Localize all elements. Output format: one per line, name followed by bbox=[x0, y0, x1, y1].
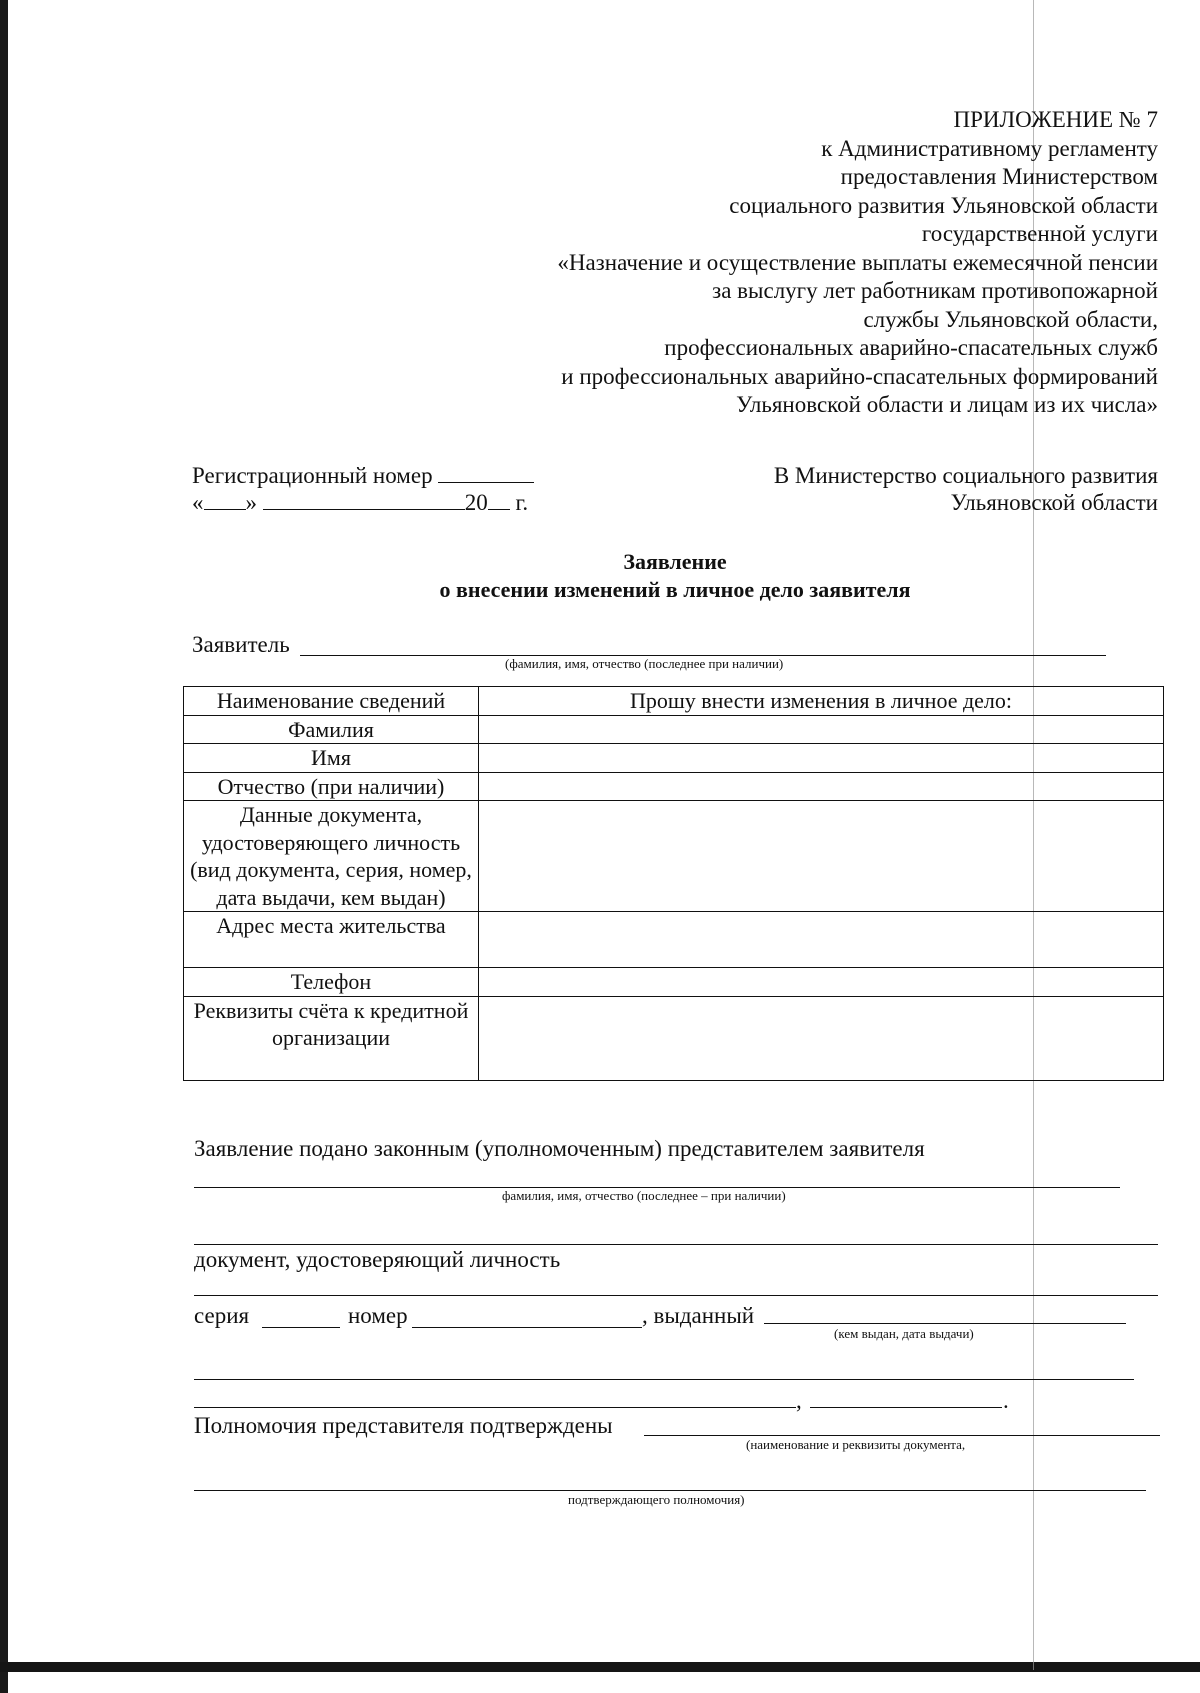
appendix-line: за выслугу лет работникам противопожарной bbox=[712, 278, 1158, 303]
document-title bbox=[0, 548, 1200, 604]
table-row bbox=[184, 912, 1164, 968]
table-row bbox=[184, 715, 1164, 744]
table-row bbox=[184, 801, 1164, 912]
series-label: серия bbox=[194, 1303, 250, 1328]
appendix-line: профессиональных аварийно-спасательных служб bbox=[664, 335, 1158, 360]
row-value-name[interactable] bbox=[479, 744, 1164, 773]
authority-hint-1: (наименование и реквизиты документа, bbox=[746, 1437, 966, 1452]
applicant-label: Заявитель bbox=[192, 632, 290, 657]
row-value-surname[interactable] bbox=[479, 715, 1164, 744]
registration-number-label: Регистрационный номер bbox=[192, 463, 433, 488]
authority-doc-field-2[interactable] bbox=[194, 1490, 1146, 1491]
appendix-line: к Административному регламенту bbox=[821, 135, 1158, 161]
representative-label: Заявление подано законным (уполномоченным) представителем заявителя bbox=[194, 1136, 925, 1161]
authority-label: Полномочия представителя подтверждены bbox=[194, 1413, 613, 1438]
title-line: Заявление bbox=[623, 549, 727, 574]
year-prefix: 20 bbox=[464, 490, 488, 515]
appendix-line: государственной услуги bbox=[921, 221, 1158, 246]
table-row bbox=[184, 744, 1164, 773]
issued-hint: (кем выдан, дата выдачи) bbox=[834, 1326, 974, 1341]
comma: , bbox=[796, 1388, 802, 1413]
number-label: номер bbox=[348, 1303, 408, 1328]
series-field[interactable] bbox=[262, 1327, 340, 1328]
appendix-line: службы Ульяновской области, bbox=[863, 306, 1158, 332]
row-value-id-document[interactable] bbox=[479, 801, 1164, 912]
appendix-line: ПРИЛОЖЕНИЕ № 7 bbox=[953, 107, 1158, 132]
appendix-line: социального развития Ульяновской области bbox=[729, 192, 1158, 218]
addressee-line: Ульяновской области bbox=[950, 490, 1158, 515]
authority-doc-field[interactable] bbox=[644, 1435, 1160, 1436]
appendix-line: и профессиональных аварийно-спасательных формирований bbox=[561, 363, 1158, 389]
issued-by-field[interactable] bbox=[764, 1323, 1126, 1324]
appendix-line: «Назначение и осуществление выплаты ежемесячной пенсии bbox=[557, 249, 1158, 275]
appendix-header bbox=[438, 106, 1158, 420]
row-label-bank-account: Реквизиты счёта к кредитной организации bbox=[184, 996, 479, 1080]
title-line: о внесении изменений в личное дело заявителя bbox=[439, 577, 911, 602]
issued-date-field[interactable] bbox=[810, 1407, 1002, 1408]
date-year-field[interactable] bbox=[488, 489, 510, 510]
row-label-patronymic: Отчество (при наличии) bbox=[184, 772, 479, 801]
representative-name-field-2[interactable] bbox=[194, 1244, 1158, 1245]
row-value-phone[interactable] bbox=[479, 968, 1164, 997]
representative-name-hint: фамилия, имя, отчество (последнее – при наличии) bbox=[502, 1188, 786, 1203]
table-row bbox=[184, 772, 1164, 801]
row-label-phone: Телефон bbox=[184, 968, 479, 997]
table-row bbox=[184, 996, 1164, 1080]
date-close-quote: » bbox=[245, 490, 257, 515]
changes-table bbox=[183, 686, 1164, 1081]
table-header-row bbox=[184, 687, 1164, 716]
row-value-bank-account[interactable] bbox=[479, 996, 1164, 1080]
authority-hint-2: подтверждающего полномочия) bbox=[568, 1492, 745, 1507]
row-value-patronymic[interactable] bbox=[479, 772, 1164, 801]
appendix-line: Ульяновской области и лицам из их числа» bbox=[736, 392, 1158, 417]
row-label-address: Адрес места жительства bbox=[184, 912, 479, 968]
header-col-name: Наименование сведений bbox=[184, 687, 479, 716]
row-value-address[interactable] bbox=[479, 912, 1164, 968]
id-doc-label: документ, удостоверяющий личность bbox=[194, 1247, 561, 1272]
scan-left-edge bbox=[0, 0, 8, 1693]
scan-bottom-edge bbox=[0, 1662, 1200, 1672]
id-doc-field[interactable] bbox=[194, 1295, 1158, 1296]
applicant-hint: (фамилия, имя, отчество (последнее при наличии) bbox=[505, 656, 784, 671]
appendix-line: предоставления Министерством bbox=[840, 164, 1158, 189]
addressee-line: В Министерство социального развития bbox=[773, 463, 1158, 488]
issued-by-field-3[interactable] bbox=[194, 1407, 796, 1408]
row-label-id-document: Данные документа, удостоверяющего личность (вид документа, серия, номер, дата выдачи, кем выдан) bbox=[184, 801, 479, 912]
number-field[interactable] bbox=[412, 1327, 642, 1328]
issued-by-field-2[interactable] bbox=[194, 1379, 1134, 1380]
date-month-field[interactable] bbox=[263, 489, 465, 510]
issued-label: , выданный bbox=[642, 1303, 755, 1328]
header-col-changes: Прошу внести изменения в личное дело: bbox=[479, 687, 1164, 716]
date-open-quote: « bbox=[192, 490, 204, 515]
addressee-block bbox=[774, 462, 1158, 516]
row-label-name: Имя bbox=[184, 744, 479, 773]
date-day-field[interactable] bbox=[204, 489, 246, 510]
registration-number-field[interactable] bbox=[438, 462, 534, 483]
table-row bbox=[184, 968, 1164, 997]
period: . bbox=[1003, 1388, 1009, 1413]
row-label-surname: Фамилия bbox=[184, 715, 479, 744]
year-suffix: г. bbox=[515, 490, 529, 515]
registration-block bbox=[192, 462, 534, 516]
